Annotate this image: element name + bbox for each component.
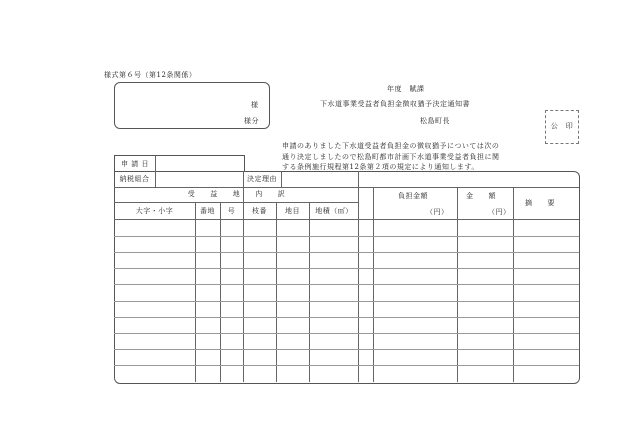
col-go: 号 xyxy=(227,207,236,215)
burden-amount-unit: （円） xyxy=(426,208,449,216)
tax-union-label: 納税組合 xyxy=(119,175,150,183)
recipient-box xyxy=(114,82,270,129)
recipient-sama: 様 xyxy=(251,101,259,109)
land-breakdown-header: 受 益 地 内 訳 xyxy=(187,190,286,198)
table-row xyxy=(114,236,579,237)
amount-unit: （円） xyxy=(488,208,511,216)
official-seal-box xyxy=(545,110,579,144)
amount-header: 金 額 xyxy=(466,192,496,200)
year-section: 年度 賦課 xyxy=(387,85,425,93)
table-row xyxy=(114,252,579,253)
table-row xyxy=(114,333,579,334)
decision-reason-label: 決定理由 xyxy=(247,175,277,183)
application-date-label: 申 請 日 xyxy=(121,160,149,168)
col-chiseki: 地積（㎡） xyxy=(315,207,353,215)
notice-line-2: 通り決定しましたので松島町都市計画下水道事業受益者負担に関 xyxy=(282,153,500,161)
notice-line-1: 申請のありました下水道受益者負担金の徴収猶予については次の xyxy=(282,142,500,150)
notice-line-3: する条例施行規程第12条第２項の規定により通知します。 xyxy=(282,163,479,171)
col-edaban: 枝番 xyxy=(252,207,267,215)
official-seal-label: 公 印 xyxy=(550,122,574,130)
burden-amount-header: 負担金額 xyxy=(398,192,428,200)
col-oaza-koaza: 大字・小字 xyxy=(135,207,174,215)
table-row xyxy=(114,349,579,350)
recipient-samabun: 様分 xyxy=(244,117,259,125)
table-row xyxy=(114,301,579,302)
form-number: 様式第６号（第12条関係） xyxy=(104,71,197,79)
application-date-box xyxy=(114,155,245,172)
table-row xyxy=(114,365,579,366)
issuer-name: 松島町長 xyxy=(420,117,450,125)
remarks-header: 摘 要 xyxy=(525,199,555,207)
table-row xyxy=(114,317,579,318)
col-banchi: 番地 xyxy=(200,207,215,215)
document-title: 下水道事業受益者負担金徴収猶予決定通知書 xyxy=(320,100,470,108)
table-row xyxy=(114,284,579,285)
table-row xyxy=(114,268,579,269)
col-chimoku: 地目 xyxy=(285,207,300,215)
